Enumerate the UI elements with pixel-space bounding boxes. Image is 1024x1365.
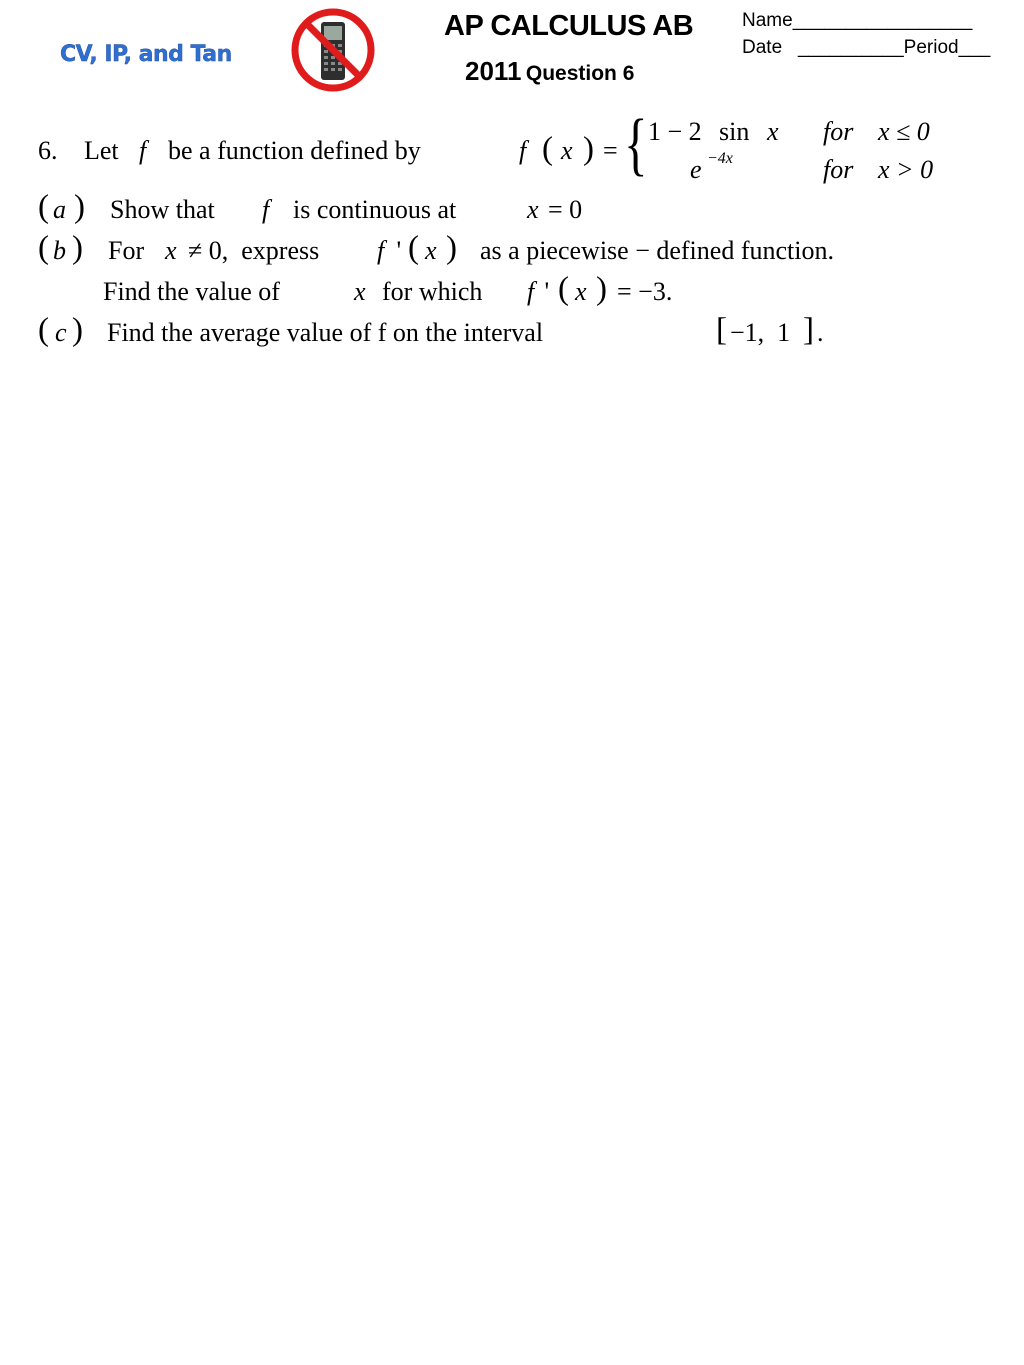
date-line [742,37,990,59]
problem-number: 6. [38,136,58,165]
part-a-x: x [527,195,539,224]
part-b-text1: For [108,236,145,265]
part-b-text2: ≠ 0, express [188,236,320,265]
part-a-text1: Show that [110,195,215,224]
name-label: Name [742,10,793,31]
case2-base: e [690,155,702,184]
part-b-f: f [377,236,385,265]
case2-condition: x > 0 [878,155,934,184]
part-b2-text3: = −3. [617,277,673,306]
name-line [742,10,972,32]
part-b-x: x [165,236,177,265]
part-b2-prime: ' [538,277,550,306]
part-b-label: b [53,236,66,265]
part-b-paren-open: ( [38,230,49,266]
case2-for: for [823,155,854,184]
name-blank: _________________ [792,10,973,31]
part-c-paren-close: ) [72,312,83,348]
part-c-bracket-close: ] [803,312,814,348]
problem-fx-f: f [519,136,527,165]
case2-exponent: −4x [707,150,733,167]
part-c-label: c [55,318,67,347]
part-b2-arg-open: ( [558,271,569,307]
case1-x: x [767,117,779,146]
period-blank: ___ [958,37,991,58]
part-a-paren-open: ( [38,189,49,225]
part-c-end: . [817,318,824,347]
problem-intro: Let [84,136,119,165]
date-blank: __________ [797,37,904,58]
part-b-arg-x: x [425,236,437,265]
period-label: Period [903,37,959,58]
part-c-bracket-open: [ [716,312,727,348]
problem-intro-rest: be a function defined by [168,136,421,165]
part-b-arg-open: ( [408,230,419,266]
part-b-paren-close: ) [72,230,83,266]
part-a-text3: = 0 [548,195,583,224]
course-title: AP CALCULUS AB [444,10,694,42]
problem-equals: = [603,136,618,165]
part-c-interval: −1, 1 [730,318,791,347]
part-b-arg-close: ) [446,230,457,266]
case1-for: for [823,117,854,146]
no-calculator-icon [287,8,379,92]
part-b2-x: x [354,277,366,306]
question-label: Question 6 [525,62,635,85]
part-b2-text1: Find the value of [103,277,280,306]
part-b-prime: ' [390,236,402,265]
part-a-f: f [262,195,270,224]
part-a-paren-close: ) [74,189,85,225]
piecewise-brace: { [624,106,648,183]
year: 2011 [465,56,522,86]
problem-f: f [139,136,147,165]
problem-fx-x: x [561,136,573,165]
part-c-paren-open: ( [38,312,49,348]
topic-label: CV, IP, and Tan [60,42,232,67]
case1-expr: 1 − 2 [648,117,702,146]
part-a-text2: is continuous at [293,195,457,224]
part-c-text1: Find the average value of f on the interval [107,318,544,347]
part-b2-arg-x: x [575,277,587,306]
part-b2-f: f [527,277,535,306]
part-b2-text2: for which [382,277,483,306]
paren-close: ) [583,131,594,167]
year-question-line [465,56,634,87]
date-label: Date [742,37,783,58]
part-b2-arg-close: ) [596,271,607,307]
case1-sin: sin [719,117,750,146]
part-b-text3: as a piecewise − defined function. [480,236,834,265]
part-a-label: a [53,195,66,224]
paren-open: ( [542,131,553,167]
case1-condition: x ≤ 0 [878,117,930,146]
